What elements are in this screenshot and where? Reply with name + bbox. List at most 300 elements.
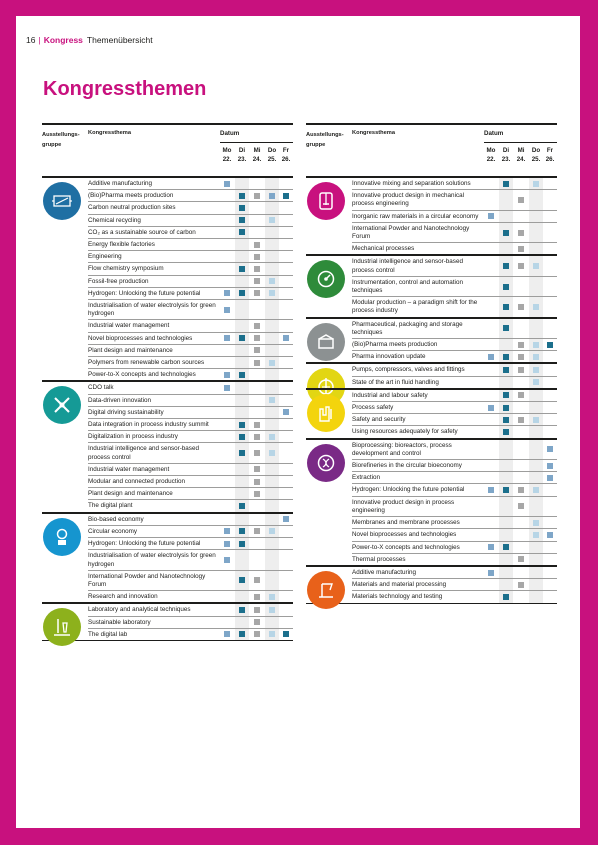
day-stripe — [529, 319, 543, 338]
topic-row — [352, 440, 557, 460]
session-marker — [533, 342, 539, 348]
day-cells — [484, 390, 557, 401]
topic-row — [88, 500, 293, 511]
day-stripe — [265, 382, 279, 393]
topic-row — [352, 472, 557, 484]
session-marker — [503, 304, 509, 310]
day-stripe — [265, 419, 279, 430]
topic-label: Hydrogen: Unlocking the future potential — [88, 540, 201, 548]
session-marker — [269, 594, 275, 600]
session-marker — [269, 450, 275, 456]
session-marker — [283, 409, 289, 415]
day-cells — [484, 319, 557, 338]
header-day-mi: Mi 24. — [516, 147, 526, 163]
day-stripe — [235, 251, 249, 262]
session-marker — [533, 520, 539, 526]
session-marker — [239, 541, 245, 547]
session-marker — [533, 367, 539, 373]
session-marker — [269, 434, 275, 440]
session-marker — [239, 290, 245, 296]
topic-label: The digital plant — [88, 502, 133, 510]
session-marker — [239, 193, 245, 199]
exhibition-group — [306, 317, 557, 363]
day-cells — [484, 364, 557, 375]
session-marker — [254, 422, 260, 428]
topic-label: Industrial intelligence and sensor-based process control — [88, 445, 199, 461]
day-stripe — [529, 440, 543, 459]
day-stripe — [529, 554, 543, 565]
topic-row — [88, 300, 293, 320]
day-cells — [484, 414, 557, 425]
exhibition-group — [42, 380, 293, 511]
day-cells — [484, 223, 557, 242]
topic-row — [352, 319, 557, 339]
exhibition-group — [306, 176, 557, 254]
session-marker — [503, 367, 509, 373]
brand-label: Kongress — [43, 35, 83, 45]
day-stripe — [499, 211, 513, 222]
topic-row — [352, 542, 557, 554]
topic-row — [352, 223, 557, 243]
session-marker — [503, 544, 509, 550]
topic-label: Pumps, compressors, valves and fittings — [352, 366, 465, 374]
day-stripe — [265, 202, 279, 213]
day-stripe — [499, 190, 513, 209]
topic-label: Novel bioprocesses and technologies — [88, 334, 193, 342]
day-stripe — [529, 591, 543, 602]
day-cells — [220, 239, 293, 250]
session-marker — [518, 246, 524, 252]
topic-label: Materials and material processing — [352, 581, 447, 589]
topic-label: Novel bioprocesses and technologies — [352, 531, 457, 539]
topic-label: Modular and connected production — [88, 478, 185, 486]
topic-label: The digital lab — [88, 630, 128, 638]
day-stripe — [235, 488, 249, 499]
divider — [484, 142, 557, 143]
day-stripe — [499, 579, 513, 590]
topic-label: Process safety — [352, 404, 394, 412]
topic-label: Plant design and maintenance — [88, 490, 173, 498]
mixing-icon — [307, 182, 345, 220]
topic-label: Engineering — [88, 253, 122, 261]
day-stripe — [235, 357, 249, 368]
session-marker — [254, 594, 260, 600]
left-groups — [42, 176, 293, 640]
day-cells — [220, 500, 293, 511]
session-marker — [533, 487, 539, 493]
day-stripe — [265, 369, 279, 380]
day-stripe — [529, 223, 543, 242]
day-stripe — [529, 190, 543, 209]
divider — [220, 142, 293, 143]
day-stripe — [265, 500, 279, 511]
day-stripe — [529, 497, 543, 516]
day-stripe — [499, 529, 513, 540]
day-cells — [220, 202, 293, 213]
topic-row — [352, 517, 557, 529]
topic-label: Instrumentation, control and automation techniques — [352, 278, 463, 295]
session-marker — [547, 446, 553, 452]
topic-row — [352, 256, 557, 276]
exhibition-group — [42, 602, 293, 640]
topic-label: Thermal processes — [352, 555, 406, 563]
session-marker — [269, 631, 275, 637]
exhibition-group — [42, 512, 293, 603]
session-marker — [533, 532, 539, 538]
day-stripe — [235, 550, 249, 569]
topic-label: Industrialisation of water electrolysis for green hydrogen — [88, 302, 216, 318]
session-marker — [269, 528, 275, 534]
topic-label: Laboratory and analytical techniques — [88, 606, 191, 614]
column-header — [42, 125, 293, 176]
topic-row — [352, 390, 557, 402]
day-cells — [484, 567, 557, 578]
day-stripe — [265, 571, 279, 590]
session-marker — [503, 230, 509, 236]
session-marker — [254, 450, 260, 456]
exhibition-group — [306, 438, 557, 565]
digital-icon — [43, 386, 81, 424]
session-marker — [503, 417, 509, 423]
topic-label: Plant design and maintenance — [88, 346, 173, 354]
topic-row — [88, 604, 293, 616]
day-cells — [484, 351, 557, 362]
day-stripe — [235, 464, 249, 475]
day-cells — [220, 476, 293, 487]
day-cells — [220, 526, 293, 537]
day-stripe — [265, 617, 279, 628]
topic-row — [88, 190, 293, 202]
session-marker — [283, 335, 289, 341]
packaging-icon — [307, 323, 345, 361]
session-marker — [239, 450, 245, 456]
topic-label: Industrialisation of water electrolysis for green hydrogen — [88, 552, 216, 568]
topic-label: CO₂ as a sustainable source of carbon — [88, 228, 196, 236]
topic-row — [88, 419, 293, 431]
topic-row — [352, 178, 557, 190]
session-marker — [533, 354, 539, 360]
topic-row — [352, 377, 557, 388]
session-marker — [224, 181, 230, 187]
topic-row — [88, 550, 293, 570]
session-marker — [547, 463, 553, 469]
day-cells — [484, 243, 557, 254]
section-subtitle: Themenübersicht — [86, 35, 153, 45]
session-marker — [254, 607, 260, 613]
day-stripe — [529, 243, 543, 254]
day-cells — [484, 497, 557, 516]
topic-row — [88, 178, 293, 190]
session-marker — [503, 181, 509, 187]
session-marker — [547, 475, 553, 481]
header-day-fr: Fr 26. — [545, 147, 555, 163]
right-groups — [306, 176, 557, 603]
topic-label: Industrial water management — [88, 465, 170, 473]
day-cells — [220, 357, 293, 368]
day-cells — [220, 215, 293, 226]
day-stripe — [529, 579, 543, 590]
day-cells — [220, 300, 293, 319]
topic-row — [88, 431, 293, 443]
day-cells — [220, 419, 293, 430]
topic-label: Sustainable laboratory — [88, 618, 151, 626]
day-cells — [484, 529, 557, 540]
topic-label: International Powder and Nanotechnology Forum — [88, 572, 206, 588]
session-marker — [533, 263, 539, 269]
day-cells — [220, 591, 293, 602]
day-cells — [220, 276, 293, 287]
day-stripe — [265, 263, 279, 274]
session-marker — [269, 217, 275, 223]
topic-label: Innovative product design in process engineering — [352, 498, 455, 514]
session-marker — [488, 354, 494, 360]
session-marker — [503, 594, 509, 600]
reactor-icon — [43, 182, 81, 220]
topic-row — [352, 484, 557, 496]
page-number: 16 — [26, 35, 36, 45]
day-cells — [220, 251, 293, 262]
session-marker — [254, 254, 260, 260]
day-cells — [484, 211, 557, 222]
topic-label: (Bio)Pharma meets production — [88, 192, 174, 200]
topic-row — [352, 243, 557, 254]
day-stripe — [529, 426, 543, 437]
day-cells — [484, 440, 557, 459]
day-stripe — [265, 514, 279, 525]
day-stripe — [235, 300, 249, 319]
topic-label: Membranes and membrane processes — [352, 519, 460, 527]
topic-label: Chemical recycling — [88, 216, 141, 224]
session-marker — [254, 491, 260, 497]
day-cells — [484, 484, 557, 495]
session-marker — [547, 342, 553, 348]
day-stripe — [529, 402, 543, 413]
topic-label: Innovative product design in mechanical process engineering — [352, 192, 465, 208]
session-marker — [224, 307, 230, 313]
session-marker — [224, 385, 230, 391]
topic-label: Industrial water management — [88, 322, 170, 330]
topic-label: Biorefineries in the circular bioeconomy — [352, 462, 462, 470]
day-cells — [220, 395, 293, 406]
day-cells — [484, 591, 557, 602]
session-marker — [239, 434, 245, 440]
session-marker — [533, 417, 539, 423]
topic-row — [88, 345, 293, 357]
session-marker — [518, 263, 524, 269]
day-stripe — [265, 476, 279, 487]
topic-label: Hydrogen: Unlocking the future potential — [352, 486, 465, 494]
session-marker — [503, 405, 509, 411]
session-marker — [239, 528, 245, 534]
topic-label: Power-to-X concepts and technologies — [88, 371, 196, 379]
day-stripe — [235, 407, 249, 418]
session-marker — [239, 631, 245, 637]
left-column — [42, 123, 293, 641]
day-stripe — [499, 497, 513, 516]
topic-row — [88, 263, 293, 275]
session-marker — [239, 503, 245, 509]
day-cells — [484, 554, 557, 565]
header-day-di: Di 23. — [501, 147, 511, 163]
session-marker — [518, 487, 524, 493]
topic-label: Extraction — [352, 474, 380, 482]
day-stripe — [529, 460, 543, 471]
session-marker — [283, 193, 289, 199]
session-marker — [254, 619, 260, 625]
topic-row — [88, 320, 293, 332]
topic-label: Digital driving sustainability — [88, 408, 164, 416]
day-cells — [220, 488, 293, 499]
day-stripe — [265, 345, 279, 356]
day-cells — [220, 333, 293, 344]
topic-label: Inorganic raw materials in a circular economy — [352, 212, 479, 220]
session-marker — [269, 290, 275, 296]
header-day-mo: Mo 22. — [222, 147, 232, 163]
topic-row — [352, 529, 557, 541]
topic-label: Flow chemistry symposium — [88, 265, 164, 273]
session-marker — [224, 541, 230, 547]
topic-label: Bio-based economy — [88, 515, 144, 523]
topic-row — [88, 202, 293, 214]
header-day-di: Di 23. — [237, 147, 247, 163]
topic-row — [88, 571, 293, 591]
day-cells — [220, 629, 293, 640]
materials-icon — [307, 571, 345, 609]
day-stripe — [235, 178, 249, 189]
topic-label: Additive manufacturing — [88, 180, 153, 187]
header-day-do: Do 25. — [531, 147, 541, 163]
day-stripe — [529, 211, 543, 222]
topic-label: Innovative mixing and separation solutions — [352, 180, 471, 187]
day-cells — [484, 517, 557, 528]
day-stripe — [235, 591, 249, 602]
day-stripe — [499, 460, 513, 471]
session-marker — [239, 266, 245, 272]
research-icon — [43, 518, 81, 556]
topic-row — [352, 497, 557, 517]
header-topic-label: Kongressthema — [352, 130, 395, 136]
header-date-label: Datum — [484, 130, 504, 137]
exhibition-group — [306, 565, 557, 603]
session-marker — [488, 213, 494, 219]
topic-label: Power-to-X concepts and technologies — [352, 543, 460, 551]
day-stripe — [235, 617, 249, 628]
session-marker — [269, 397, 275, 403]
day-cells — [220, 320, 293, 331]
topic-row — [352, 414, 557, 426]
session-marker — [239, 205, 245, 211]
day-stripe — [235, 476, 249, 487]
topic-row — [352, 339, 557, 351]
safety-icon — [307, 394, 345, 432]
exhibition-group — [42, 176, 293, 380]
day-cells — [220, 571, 293, 590]
session-marker — [533, 379, 539, 385]
session-marker — [269, 193, 275, 199]
topic-row — [88, 617, 293, 629]
session-marker — [518, 582, 524, 588]
day-cells — [484, 460, 557, 471]
session-marker — [254, 577, 260, 583]
day-stripe — [499, 243, 513, 254]
session-marker — [518, 556, 524, 562]
day-stripe — [529, 390, 543, 401]
day-stripe — [499, 472, 513, 483]
day-cells — [220, 431, 293, 442]
day-cells — [220, 464, 293, 475]
day-cells — [484, 426, 557, 437]
session-marker — [239, 229, 245, 235]
day-stripe — [265, 239, 279, 250]
day-cells — [484, 402, 557, 413]
topic-row — [88, 227, 293, 239]
topic-row — [352, 554, 557, 565]
topic-row — [352, 567, 557, 579]
day-stripe — [499, 377, 513, 388]
topic-row — [88, 591, 293, 602]
topic-row — [352, 297, 557, 316]
topic-label: Industrial intelligence and sensor-based process control — [352, 258, 463, 274]
day-cells — [220, 369, 293, 380]
topic-row — [88, 357, 293, 369]
topic-label: State of the art in fluid handling — [352, 378, 439, 386]
topic-row — [88, 288, 293, 300]
day-stripe — [235, 345, 249, 356]
topic-label: CDO talk — [88, 384, 114, 392]
day-stripe — [265, 333, 279, 344]
day-cells — [484, 542, 557, 553]
session-marker — [239, 335, 245, 341]
day-cells — [484, 256, 557, 275]
topic-label: Pharmaceutical, packaging and storage techniques — [352, 320, 463, 336]
topic-row — [352, 211, 557, 223]
day-cells — [220, 227, 293, 238]
header-date-label: Datum — [220, 130, 240, 137]
topic-label: Industrial and labour safety — [352, 391, 428, 399]
session-marker — [254, 193, 260, 199]
day-cells — [220, 178, 293, 189]
header-day-do: Do 25. — [267, 147, 277, 163]
day-stripe — [499, 567, 513, 578]
topic-row — [352, 364, 557, 376]
session-marker — [254, 242, 260, 248]
day-cells — [220, 345, 293, 356]
session-marker — [254, 528, 260, 534]
day-stripe — [265, 251, 279, 262]
session-marker — [518, 230, 524, 236]
day-stripe — [265, 407, 279, 418]
session-marker — [488, 405, 494, 411]
session-marker — [518, 342, 524, 348]
day-cells — [220, 288, 293, 299]
topic-row — [88, 514, 293, 526]
day-stripe — [499, 339, 513, 350]
day-cells — [484, 339, 557, 350]
topic-row — [88, 251, 293, 263]
topic-row — [88, 476, 293, 488]
topic-label: Data-driven innovation — [88, 396, 152, 404]
session-marker — [239, 422, 245, 428]
topic-label: Energy flexible factories — [88, 241, 155, 249]
topic-row — [88, 464, 293, 476]
session-marker — [503, 284, 509, 290]
page-title: Kongressthemen — [43, 78, 207, 100]
exhibition-group — [306, 388, 557, 438]
session-marker — [254, 266, 260, 272]
session-marker — [503, 354, 509, 360]
session-marker — [224, 290, 230, 296]
day-stripe — [265, 320, 279, 331]
